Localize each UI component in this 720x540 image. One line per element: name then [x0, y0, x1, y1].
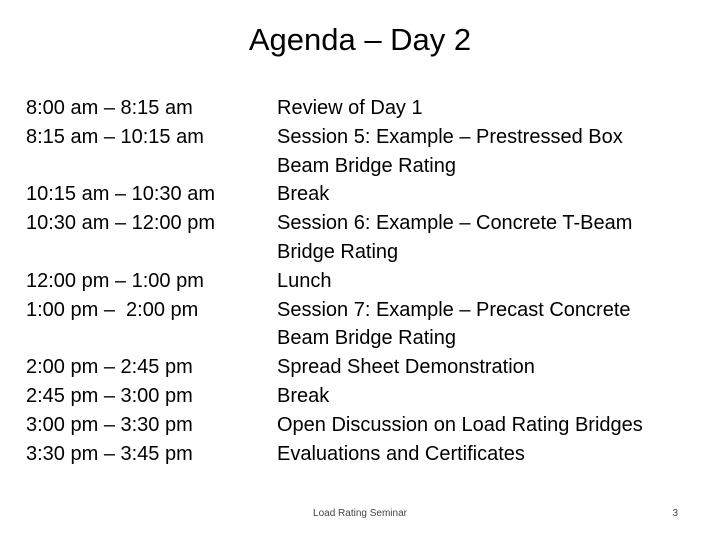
agenda-item: Evaluations and Certificates	[277, 442, 525, 465]
agenda-item: Beam Bridge Rating	[277, 327, 456, 350]
time-slot: 1:00 pm – 2:00 pm	[26, 298, 199, 321]
time-slot: 3:00 pm – 3:30 pm	[26, 413, 193, 436]
time-slot: 10:30 am – 12:00 pm	[26, 212, 216, 235]
agenda-item: Lunch	[277, 269, 332, 292]
spacer	[26, 324, 266, 353]
agenda-item: Session 5: Example – Prestressed Box	[277, 125, 623, 148]
agenda-item: Bridge Rating	[277, 240, 399, 263]
time-slot: 10:15 am – 10:30 am	[26, 183, 216, 206]
time-slot: 2:00 pm – 2:45 pm	[26, 356, 193, 379]
agenda-item: Open Discussion on Load Rating Bridges	[277, 413, 643, 436]
agenda-item: Beam Bridge Rating	[277, 154, 456, 177]
time-slot: 8:00 am – 8:15 am	[26, 97, 193, 119]
time-slot: 2:45 pm – 3:00 pm	[26, 384, 193, 407]
agenda-item: Break	[277, 384, 330, 407]
agenda-item: Break	[277, 183, 330, 206]
time-slot: 12:00 pm – 1:00 pm	[26, 269, 204, 292]
slide-title: Agenda – Day 2	[248, 22, 472, 57]
agenda-column	[277, 94, 687, 468]
spacer	[26, 152, 266, 181]
time-slot: 8:15 am – 10:15 am	[26, 125, 204, 148]
footer-text: Load Rating Seminar	[313, 508, 407, 519]
time-column	[26, 94, 266, 468]
time-slot: 3:30 pm – 3:45 pm	[26, 442, 193, 465]
agenda-item: Review of Day 1	[277, 97, 423, 119]
agenda-item: Spread Sheet Demonstration	[277, 356, 535, 379]
agenda-item: Session 6: Example – Concrete T-Beam	[277, 212, 633, 235]
page-number: 3	[672, 508, 678, 519]
spacer	[26, 238, 266, 267]
agenda-item: Session 7: Example – Precast Concrete	[277, 298, 631, 321]
